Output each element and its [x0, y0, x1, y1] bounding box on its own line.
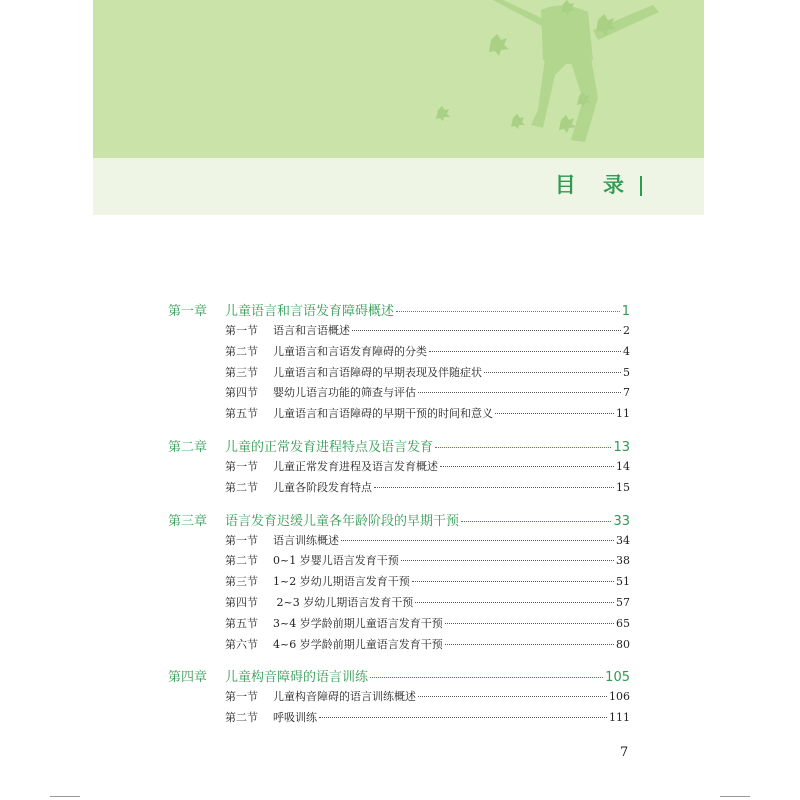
section-number: 第一节 — [225, 324, 258, 337]
section-entry[interactable] — [168, 364, 630, 385]
section-page: 80 — [616, 637, 630, 651]
section-entry[interactable] — [168, 384, 630, 405]
section-page: 14 — [616, 459, 630, 473]
section-page: 65 — [616, 616, 630, 630]
dot-leader — [412, 581, 614, 582]
section-entry[interactable] — [168, 636, 630, 657]
dot-leader — [429, 351, 621, 352]
dot-leader — [418, 696, 607, 697]
chapter-page: 105 — [605, 670, 630, 686]
chapter-title: 儿童语言和言语发育障碍概述 — [225, 304, 395, 319]
dot-leader — [370, 677, 603, 678]
section-page: 111 — [609, 711, 630, 725]
section-title: 2~3 岁幼儿期语言发育干预 — [273, 595, 414, 609]
section-number: 第一节 — [225, 690, 258, 704]
section-page: 57 — [616, 595, 630, 609]
section-entry[interactable] — [168, 688, 630, 709]
section-entry[interactable] — [168, 552, 630, 573]
section-entry[interactable] — [168, 615, 630, 636]
section-page: 5 — [623, 365, 630, 379]
section-title: 语言训练概述 — [273, 533, 339, 547]
section-number: 第二节 — [225, 711, 258, 725]
section-page: 11 — [616, 407, 630, 421]
toc-title: 目 录 — [554, 173, 634, 197]
section-title: 3~4 岁学龄前期儿童语言发育干预 — [273, 616, 443, 630]
chapter-page: 13 — [613, 439, 630, 455]
dot-leader — [341, 540, 614, 541]
section-number: 第三节 — [225, 365, 258, 379]
title-band — [93, 158, 704, 215]
section-page: 51 — [616, 575, 630, 589]
title-accent-bar — [640, 176, 642, 196]
section-title: 语言和言语概述 — [273, 324, 350, 337]
section-number: 第三节 — [225, 575, 258, 589]
section-entry[interactable] — [168, 594, 630, 615]
section-page: 4 — [623, 344, 630, 358]
section-entry[interactable] — [168, 322, 630, 343]
table-of-contents — [168, 300, 630, 730]
section-title: 1~2 岁幼儿期语言发育干预 — [273, 575, 410, 589]
section-title: 4~6 岁学龄前期儿童语言发育干预 — [273, 637, 443, 651]
chapter-entry[interactable] — [168, 436, 630, 456]
section-title: 儿童语言和言语发育障碍的分类 — [273, 344, 427, 358]
section-page: 34 — [616, 533, 630, 547]
section-number: 第一节 — [225, 459, 258, 473]
chapter-entry[interactable] — [168, 510, 630, 530]
section-entry[interactable] — [168, 532, 630, 553]
dot-leader — [440, 466, 614, 467]
section-number: 第四节 — [225, 386, 258, 400]
section-title: 儿童构音障碍的语言训练概述 — [273, 690, 416, 704]
section-entry[interactable] — [168, 405, 630, 426]
crop-mark-right — [720, 796, 750, 797]
dot-leader — [461, 521, 611, 522]
section-page: 38 — [616, 554, 630, 568]
chapter-title: 儿童构音障碍的语言训练 — [225, 670, 369, 686]
dot-leader — [396, 311, 620, 312]
section-entry[interactable] — [168, 573, 630, 594]
dot-leader — [445, 644, 614, 645]
section-number: 第五节 — [225, 407, 258, 421]
chapter-title: 儿童的正常发育进程特点及语言发育 — [225, 439, 434, 455]
dot-leader — [484, 372, 621, 373]
dot-leader — [401, 560, 614, 561]
section-entry[interactable] — [168, 479, 630, 500]
section-title: 呼吸训练 — [273, 711, 317, 725]
section-page: 15 — [616, 480, 630, 494]
child-silhouette-illustration — [93, 0, 704, 158]
dot-leader — [418, 392, 621, 393]
dot-leader — [319, 717, 607, 718]
dot-leader — [374, 487, 614, 488]
dot-leader — [352, 330, 621, 331]
section-title: 儿童语言和言语障碍的早期干预的时间和意义 — [273, 407, 493, 421]
section-entry[interactable] — [168, 343, 630, 364]
section-title: 儿童语言和言语障碍的早期表现及伴随症状 — [273, 365, 482, 379]
header-banner — [93, 0, 704, 158]
section-page: 2 — [623, 324, 630, 337]
dot-leader — [445, 623, 614, 624]
dot-leader — [495, 413, 614, 414]
chapter-entry[interactable] — [168, 666, 630, 686]
dot-leader — [415, 602, 614, 603]
section-number: 第六节 — [225, 637, 258, 651]
section-number: 第二节 — [225, 480, 258, 494]
section-title: 儿童正常发育进程及语言发育概述 — [273, 459, 438, 473]
section-number: 第二节 — [225, 344, 258, 358]
section-number: 第一节 — [225, 533, 258, 547]
section-number: 第二节 — [225, 554, 258, 568]
chapter-number: 第三章 — [168, 513, 208, 529]
section-entry[interactable] — [168, 709, 630, 730]
chapter-page: 33 — [613, 513, 630, 529]
section-entry[interactable] — [168, 458, 630, 479]
section-title: 0~1 岁婴儿语言发育干预 — [273, 554, 399, 568]
page-number: 7 — [620, 745, 629, 760]
chapter-number: 第一章 — [168, 304, 208, 319]
chapter-page: 1 — [621, 304, 630, 319]
dot-leader — [435, 447, 611, 448]
section-number: 第四节 — [225, 595, 258, 609]
section-number: 第五节 — [225, 616, 258, 630]
section-title: 婴幼儿语言功能的筛查与评估 — [273, 386, 416, 400]
chapter-title: 语言发育迟缓儿童各年龄阶段的早期干预 — [225, 513, 460, 529]
section-title: 儿童各阶段发育特点 — [273, 480, 372, 494]
chapter-number: 第二章 — [168, 439, 208, 455]
crop-mark-left — [50, 796, 80, 797]
section-page: 7 — [623, 386, 630, 400]
chapter-number: 第四章 — [168, 670, 208, 686]
chapter-entry[interactable] — [168, 300, 630, 320]
section-page: 106 — [609, 690, 630, 704]
